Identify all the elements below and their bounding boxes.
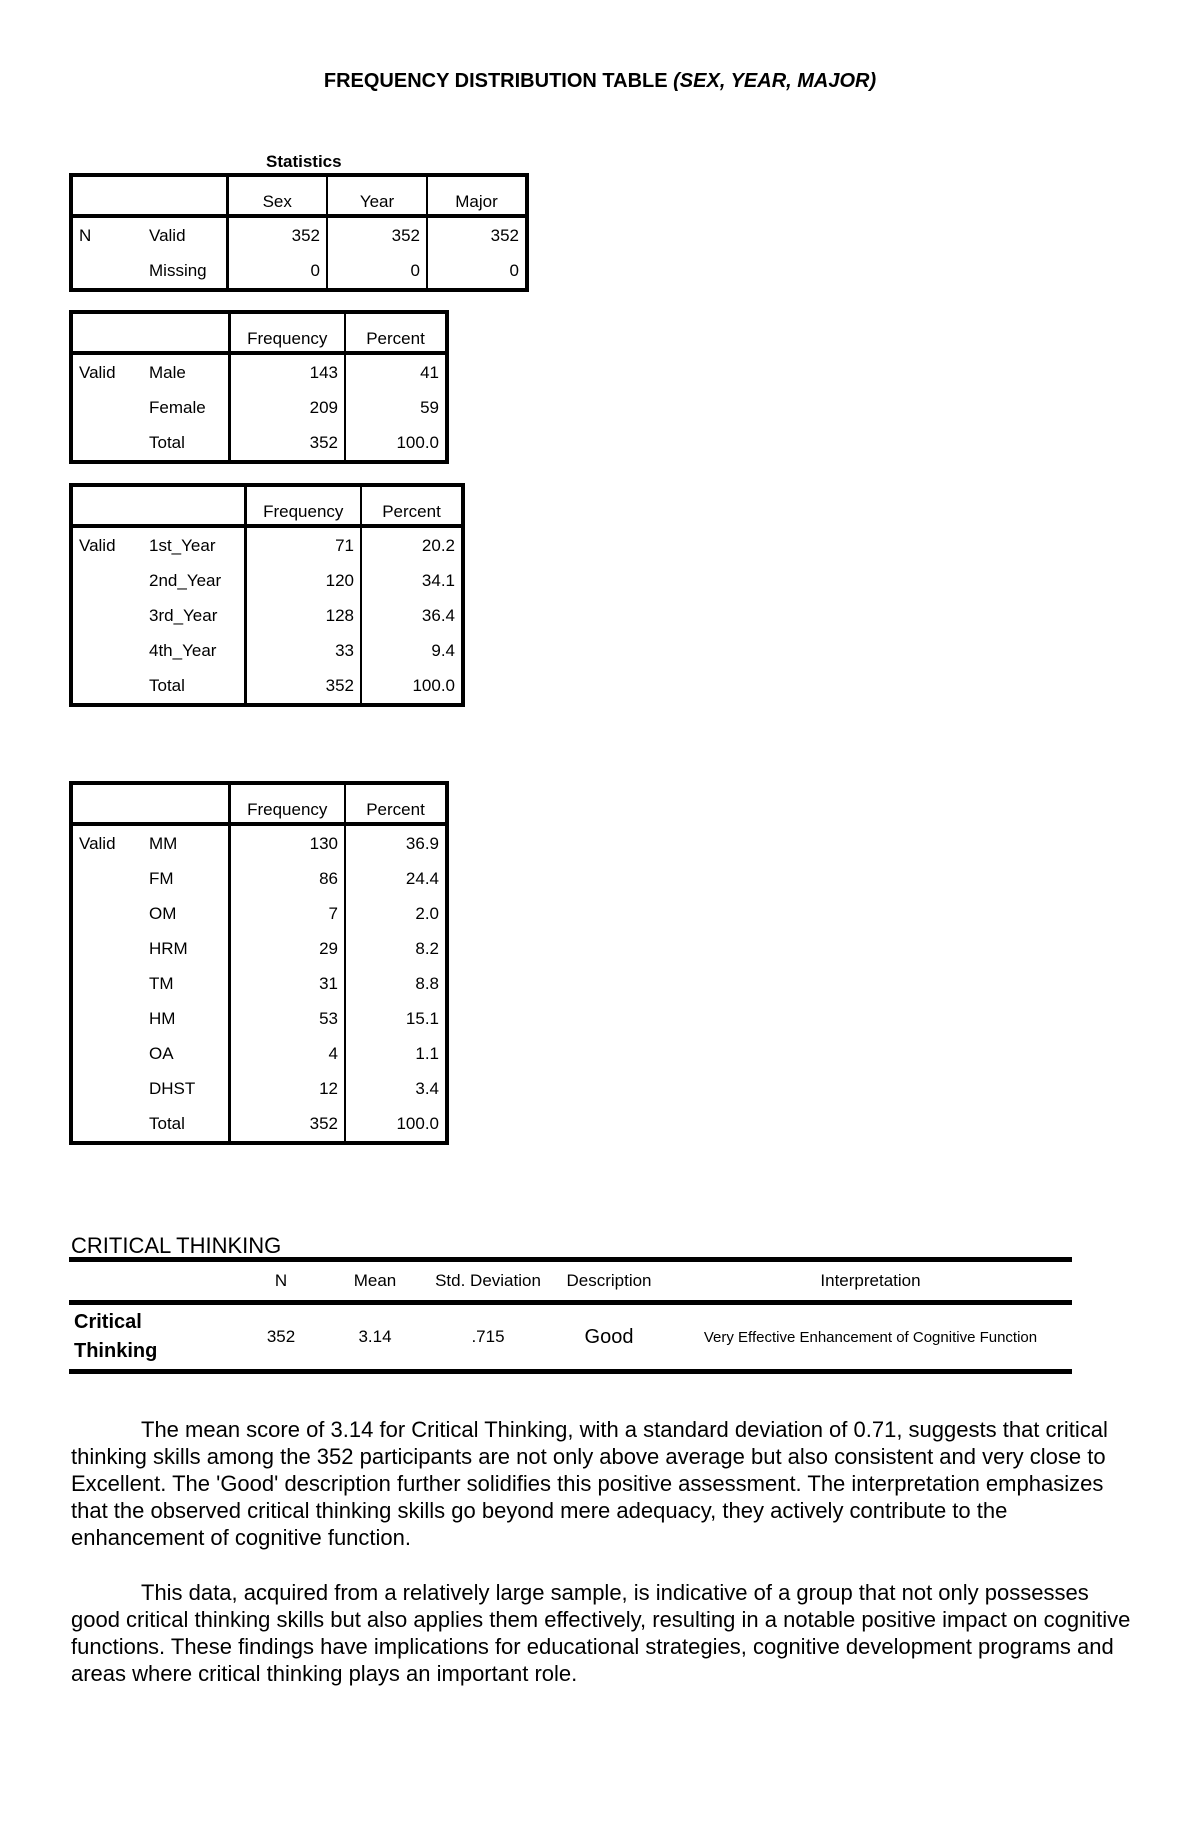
cell-percent: 1.1 [415, 1043, 439, 1063]
cell-percent: 3.4 [415, 1078, 439, 1098]
cell-value: 352 [490, 225, 519, 245]
row-label [71, 931, 143, 966]
cell-frequency: 128 [245, 598, 361, 633]
table-row [71, 1036, 447, 1071]
header-cell [71, 175, 143, 216]
cell-percent: 24.4 [405, 868, 439, 888]
cell-frequency: 7 [229, 896, 345, 931]
cell-frequency: 143 [229, 353, 345, 390]
cell-frequency: 31 [229, 966, 345, 1001]
row-label [71, 966, 143, 1001]
table-row [71, 931, 447, 966]
header-cell [143, 312, 229, 353]
statistics-table [69, 173, 529, 292]
table-row [71, 353, 447, 390]
table-row [71, 598, 463, 633]
table-row [69, 1303, 1072, 1372]
critical-thinking-table [69, 1257, 1072, 1374]
table-row [71, 526, 463, 563]
sex-frequency-table [69, 310, 449, 464]
row-sublabel: DHST [143, 1071, 229, 1106]
cell-frequency: 29 [229, 931, 345, 966]
cell-percent: 34.1 [421, 570, 455, 590]
critical-thinking-heading: CRITICAL THINKING [71, 1233, 282, 1258]
header-cell-major: Major [455, 192, 498, 211]
header-cell-frequency: Frequency [229, 312, 345, 353]
cell-value: 0 [227, 253, 327, 290]
row-sublabel: 2nd_Year [143, 563, 245, 598]
table-row [71, 668, 463, 705]
row-sublabel: Female [143, 390, 229, 425]
major-frequency-table [69, 781, 449, 1145]
row-sublabel: FM [143, 861, 229, 896]
cell-percent: 2.0 [415, 903, 439, 923]
row-label [71, 861, 143, 896]
header-cell-percent: Percent [382, 502, 441, 521]
row-label: Valid [79, 362, 116, 382]
cell-percent: 20.2 [421, 535, 455, 555]
row-label [71, 1001, 143, 1036]
cell-frequency: 209 [229, 390, 345, 425]
table-row [71, 1071, 447, 1106]
header-cell [143, 175, 227, 216]
cell-percent: 100.0 [412, 675, 455, 695]
header-cell-percent: Percent [366, 800, 425, 819]
row-sublabel: OM [143, 896, 229, 931]
header-cell [143, 485, 245, 526]
table-header-row [71, 783, 447, 824]
row-label-line-1: Critical [74, 1311, 142, 1333]
interpretation-paragraph: The mean score of 3.14 for Critical Thinking, with a standard deviation of 0.71, suggests that critical thinking skills among the 352 participants are not only above average but also consistent and very close to Excellent. The 'Good' description further solidifies this positive assessment. The interpretation emphasizes that the observed critical thinking skills go beyond mere adequacy, they actively contribute to the enhancement of cognitive function. [71, 1417, 1108, 1550]
header-cell-frequency: Frequency [229, 783, 345, 824]
table-row [71, 216, 527, 253]
cell-percent: 100.0 [396, 432, 439, 452]
cell-percent: 36.4 [421, 605, 455, 625]
header-cell-percent: Percent [366, 329, 425, 348]
header-cell-mean: Mean [353, 1271, 397, 1290]
row-label [71, 598, 143, 633]
row-sublabel: 4th_Year [143, 633, 245, 668]
cell-percent: 15.1 [405, 1008, 439, 1028]
cell-value: 352 [327, 216, 427, 253]
row-label: N [79, 225, 92, 245]
header-cell-frequency: Frequency [245, 485, 361, 526]
cell-std-deviation: .715 [471, 1327, 505, 1346]
cell-frequency: 120 [245, 563, 361, 598]
statistics-caption: Statistics [266, 152, 342, 171]
table-row [71, 966, 447, 1001]
row-label [71, 1071, 143, 1106]
cell-frequency: 352 [245, 668, 361, 705]
row-label: Valid [79, 833, 116, 853]
row-label: Valid [79, 535, 116, 555]
header-cell [71, 312, 143, 353]
cell-frequency: 4 [229, 1036, 345, 1071]
table-row [71, 861, 447, 896]
row-label [71, 390, 143, 425]
header-cell [71, 783, 143, 824]
cell-frequency: 352 [229, 425, 345, 462]
header-cell [71, 485, 143, 526]
row-sublabel: Total [143, 425, 229, 462]
implications-paragraph: This data, acquired from a relatively large sample, is indicative of a group that not only possesses good critical thinking skills but also applies them effectively, resulting in a notable positive impact on cognitive functions. These findings have implications for educational strategies, cognitive development programs and areas where critical thinking plays an important role. [71, 1580, 1131, 1686]
page-title-main: FREQUENCY DISTRIBUTION TABLE [323, 70, 674, 92]
row-sublabel: Total [143, 1106, 229, 1143]
cell-value: 0 [327, 253, 427, 290]
cell-value: 352 [227, 216, 327, 253]
cell-frequency: 130 [229, 824, 345, 861]
table-row [71, 633, 463, 668]
cell-description: Good [584, 1325, 634, 1348]
row-sublabel: Male [143, 353, 229, 390]
row-sublabel: Total [143, 668, 245, 705]
row-sublabel: HM [143, 1001, 229, 1036]
page-title [0, 70, 1200, 93]
table-row [71, 896, 447, 931]
cell-percent: 41 [420, 362, 439, 382]
row-sublabel: 1st_Year [143, 526, 245, 563]
cell-frequency: 53 [229, 1001, 345, 1036]
row-sublabel: TM [143, 966, 229, 1001]
row-label [71, 668, 143, 705]
row-sublabel: 3rd_Year [143, 598, 245, 633]
cell-percent: 36.9 [405, 833, 439, 853]
year-frequency-table [69, 483, 465, 707]
header-cell [143, 783, 229, 824]
row-sublabel: Valid [143, 216, 227, 253]
row-sublabel: MM [143, 824, 229, 861]
table-row [71, 425, 447, 462]
cell-percent: 9.4 [431, 640, 455, 660]
row-label [71, 1106, 143, 1143]
table-row [71, 1001, 447, 1036]
row-sublabel: HRM [143, 931, 229, 966]
row-label [71, 563, 143, 598]
row-label [69, 1303, 239, 1372]
table-row [71, 1106, 447, 1143]
page-title-italic: (SEX, YEAR, MAJOR) [673, 70, 877, 92]
table-header-row [69, 1260, 1072, 1303]
cell-frequency: 71 [245, 526, 361, 563]
header-cell-interpretation: Interpretation [820, 1271, 921, 1290]
table-header-row [71, 485, 463, 526]
table-header-row [71, 175, 527, 216]
header-cell [69, 1260, 239, 1303]
table-header-row [71, 312, 447, 353]
cell-percent: 59 [420, 397, 439, 417]
header-cell-year: Year [327, 175, 427, 216]
cell-percent: 8.8 [415, 973, 439, 993]
table-row [71, 253, 527, 290]
cell-frequency: 33 [245, 633, 361, 668]
header-cell-n: N [274, 1271, 288, 1290]
row-label [71, 253, 143, 290]
cell-percent: 8.2 [415, 938, 439, 958]
row-label [71, 633, 143, 668]
row-label [71, 1036, 143, 1071]
row-sublabel: Missing [143, 253, 227, 290]
table-row [71, 824, 447, 861]
cell-frequency: 352 [229, 1106, 345, 1143]
cell-frequency: 12 [229, 1071, 345, 1106]
row-label [71, 896, 143, 931]
cell-mean: 3.14 [358, 1327, 392, 1346]
cell-frequency: 86 [229, 861, 345, 896]
header-cell-std-deviation: Std. Deviation [435, 1271, 541, 1290]
header-cell-description: Description [566, 1271, 652, 1290]
cell-interpretation: Very Effective Enhancement of Cognitive Function [703, 1328, 1038, 1346]
row-label-line-2: Thinking [74, 1340, 158, 1362]
table-row [71, 563, 463, 598]
row-sublabel: OA [143, 1036, 229, 1071]
cell-value: 0 [509, 260, 519, 280]
row-label [71, 425, 143, 462]
header-cell-sex: Sex [227, 175, 327, 216]
cell-percent: 100.0 [396, 1113, 439, 1133]
table-row [71, 390, 447, 425]
cell-n: 352 [266, 1327, 296, 1346]
